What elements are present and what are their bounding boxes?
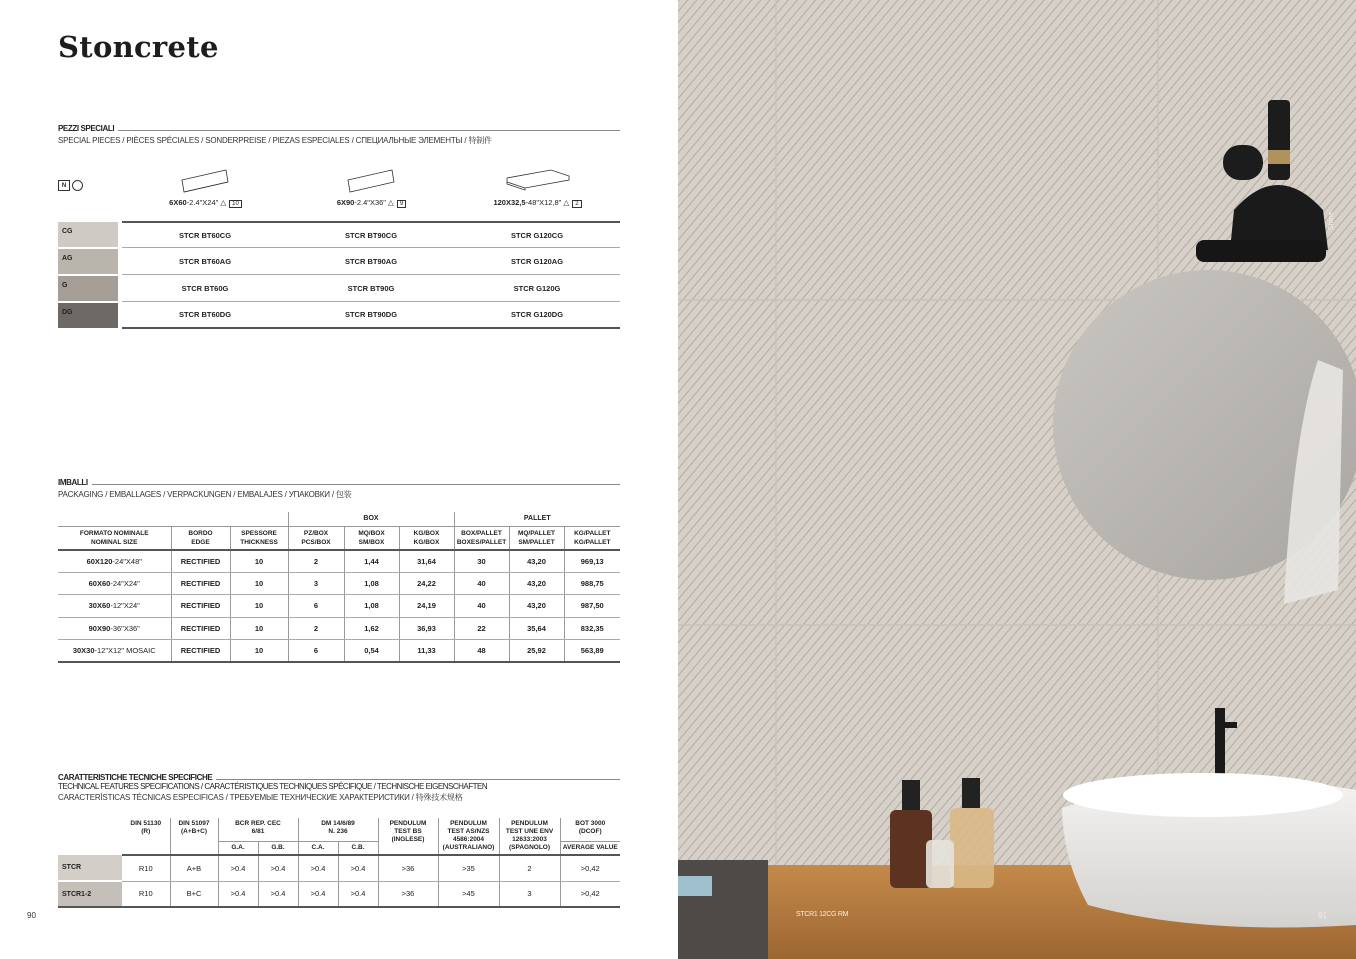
column-header: SPESSORE THICKNESS (230, 526, 288, 550)
bathroom-photo (678, 0, 1356, 959)
special-pieces-heading: PEZZI SPECIALI (58, 124, 115, 133)
technical-subheading-2: CARACTERÍSTICAS TÉCNICAS ESPECIFICAS / ТРЕБУЕМЫЕ ТЕХНИЧЕСКИЕ ХАРАКТЕРИСТИКИ / 特殊技术规格 (58, 793, 463, 802)
table-row: 30X30-12"X12" MOSAIC RECTIFIED 10 6 0,54 11,33 48 25,92 563,89 (58, 640, 620, 663)
sub-header: AVERAGE VALUE (560, 842, 620, 856)
piece-size-metric: 120X32,5 (493, 198, 526, 207)
special-pieces-table (58, 221, 620, 329)
n-badge (58, 180, 83, 191)
column-header: BOX/PALLET BOXES/PALLET (454, 526, 509, 550)
piece-size-metric: 6X90 (336, 198, 355, 207)
technical-subheading-1: TECHNICAL FEATURES SPECIFICATIONS / CARACTÉRISTIQUES TECHNIQUES SPÉCIFIQUE / TECHNISCHE EIGENSCHAFTEN (58, 782, 488, 791)
box-group-header: BOX (288, 512, 454, 526)
sub-header: C.A. (298, 842, 338, 856)
table-cell: STCR G120CG (510, 230, 564, 240)
table-row (58, 221, 620, 248)
column-header: PENDULUM TEST AS/NZS 4586:2004 (AUSTRALIANO) (438, 818, 499, 855)
triangle-icon: △ (388, 198, 394, 207)
divider (92, 484, 620, 485)
packaging-subheading: PACKAGING / EMBALLAGES / VERPACKUNGEN / EMBALAJES / УПАКОВКИ / 包装 (58, 490, 352, 499)
column-header: PZ/BOX PCS/BOX (288, 526, 344, 550)
sub-header: G.A. (218, 842, 258, 856)
table-cell: STCR BT90G (347, 283, 395, 293)
table-cell: STCR BT90DG (344, 310, 398, 319)
step-tile-icon (503, 168, 573, 194)
packaging-header (58, 478, 620, 500)
pallet-group-header: PALLET (454, 512, 620, 526)
column-header: DIN 51097 (A+B+C) (170, 818, 218, 842)
row-swatch: STCR (58, 855, 122, 881)
photo-side-label: Stone (1328, 211, 1335, 230)
triangle-icon: △ (220, 198, 227, 207)
table-cell: STCR G120DG (510, 310, 564, 319)
technical-header (58, 773, 620, 803)
table-row (58, 248, 620, 275)
column-header: PENDULUM TEST BS (INGLESE) (378, 818, 438, 855)
table-cell: STCR G120AG (510, 256, 564, 266)
piece-bullnose-60 (123, 168, 288, 208)
color-swatch: CG (58, 222, 118, 247)
color-swatch: AG (58, 249, 118, 274)
piece-size-metric: 6X60 (169, 198, 187, 207)
column-header: FORMATO NOMINALE NOMINAL SIZE (58, 526, 171, 550)
table-cell: STCR BT60DG (178, 310, 232, 319)
table-row (58, 275, 620, 302)
column-header: BORDO EDGE (171, 526, 230, 550)
technical-table (58, 818, 620, 908)
packaging-table (58, 512, 620, 663)
column-header: MQ/PALLET SM/PALLET (509, 526, 564, 550)
column-header: MQ/BOX SM/BOX (344, 526, 399, 550)
table-cell: STCR BT60AG (178, 256, 232, 266)
table-cell: STCR G120G (513, 283, 561, 293)
piece-qty: 10 (229, 200, 242, 208)
column-header: BOT 3000 (DCOF) (560, 818, 620, 842)
column-header: PENDULUM TEST UNE ENV 12633:2003 (SPAGNOLO) (499, 818, 560, 855)
piece-qty: 9 (397, 200, 406, 208)
row-swatch: STCR1-2 (58, 881, 122, 907)
piece-qty: 2 (572, 200, 581, 208)
photo-illustration (678, 0, 1356, 959)
special-pieces-header (58, 124, 620, 146)
sub-header: G.B. (258, 842, 298, 856)
bullnose-tile-icon (342, 168, 402, 194)
bullnose-tile-icon (176, 168, 236, 194)
table-cell: STCR BT90CG (344, 230, 398, 240)
column-header: DM 14/6/89 N. 236 (298, 818, 378, 842)
photo-caption: STCR1 12CG RM (796, 911, 849, 918)
n-box-icon: N (58, 180, 70, 191)
page-number: 90 (27, 911, 36, 920)
table-row: STCR1-2 R10 B+C >0.4 >0.4 >0.4 >0.4 >36 >45 3 >0,42 (58, 881, 620, 907)
piece-bullnose-90 (289, 168, 454, 208)
table-row: 60X60-24"X24" RECTIFIED 10 3 1,08 24,22 40 43,20 988,75 (58, 572, 620, 595)
divider (118, 130, 620, 131)
piece-size-imperial: -48"X12,8" (525, 198, 562, 207)
table-row: 90X90-36"X36" RECTIFIED 10 2 1,62 36,93 22 35,64 832,35 (58, 617, 620, 640)
column-header: KG/BOX KG/BOX (399, 526, 454, 550)
sub-header: C.B. (338, 842, 378, 856)
table-cell: STCR BT90AG (344, 256, 398, 266)
page-number: 91 (1318, 911, 1327, 920)
triangle-icon: △ (563, 198, 570, 207)
technical-heading: CARATTERISTICHE TECNICHE SPECIFICHE (58, 773, 213, 782)
circle-icon (72, 180, 83, 191)
column-header: BCR REP. CEC 6/81 (218, 818, 298, 842)
table-row: 60X120-24"X48" RECTIFIED 10 2 1,44 31,64 30 43,20 969,13 (58, 550, 620, 573)
packaging-heading: IMBALLI (58, 478, 88, 487)
table-row (58, 302, 620, 329)
color-swatch: G (58, 276, 118, 301)
table-row: 30X60-12"X24" RECTIFIED 10 6 1,08 24,19 40 43,20 987,50 (58, 595, 620, 618)
table-row: STCR R10 A+B >0.4 >0.4 >0.4 >0.4 >36 >35 2 >0,42 (58, 855, 620, 881)
table-cell: STCR BT60CG (178, 230, 232, 240)
column-header: DIN 51130 (R) (130, 820, 162, 835)
piece-size-imperial: -2.4"X24" (186, 198, 219, 207)
column-header: KG/PALLET KG/PALLET (564, 526, 620, 550)
special-pieces-subheading: SPECIAL PIECES / PIÈCES SPÉCIALES / SONDERPREISE / PIEZAS ESPECIALES / СПЕЦИАЛЬНЫЕ ЭЛЕМЕНТЫ / 特制件 (58, 136, 492, 145)
piece-size-imperial: -2.4"X36" (354, 198, 386, 207)
table-cell: STCR BT60G (181, 283, 229, 293)
page-title: Stoncrete (58, 30, 219, 64)
divider (216, 779, 620, 780)
color-swatch: DG (58, 303, 118, 328)
piece-step-120 (455, 168, 620, 208)
